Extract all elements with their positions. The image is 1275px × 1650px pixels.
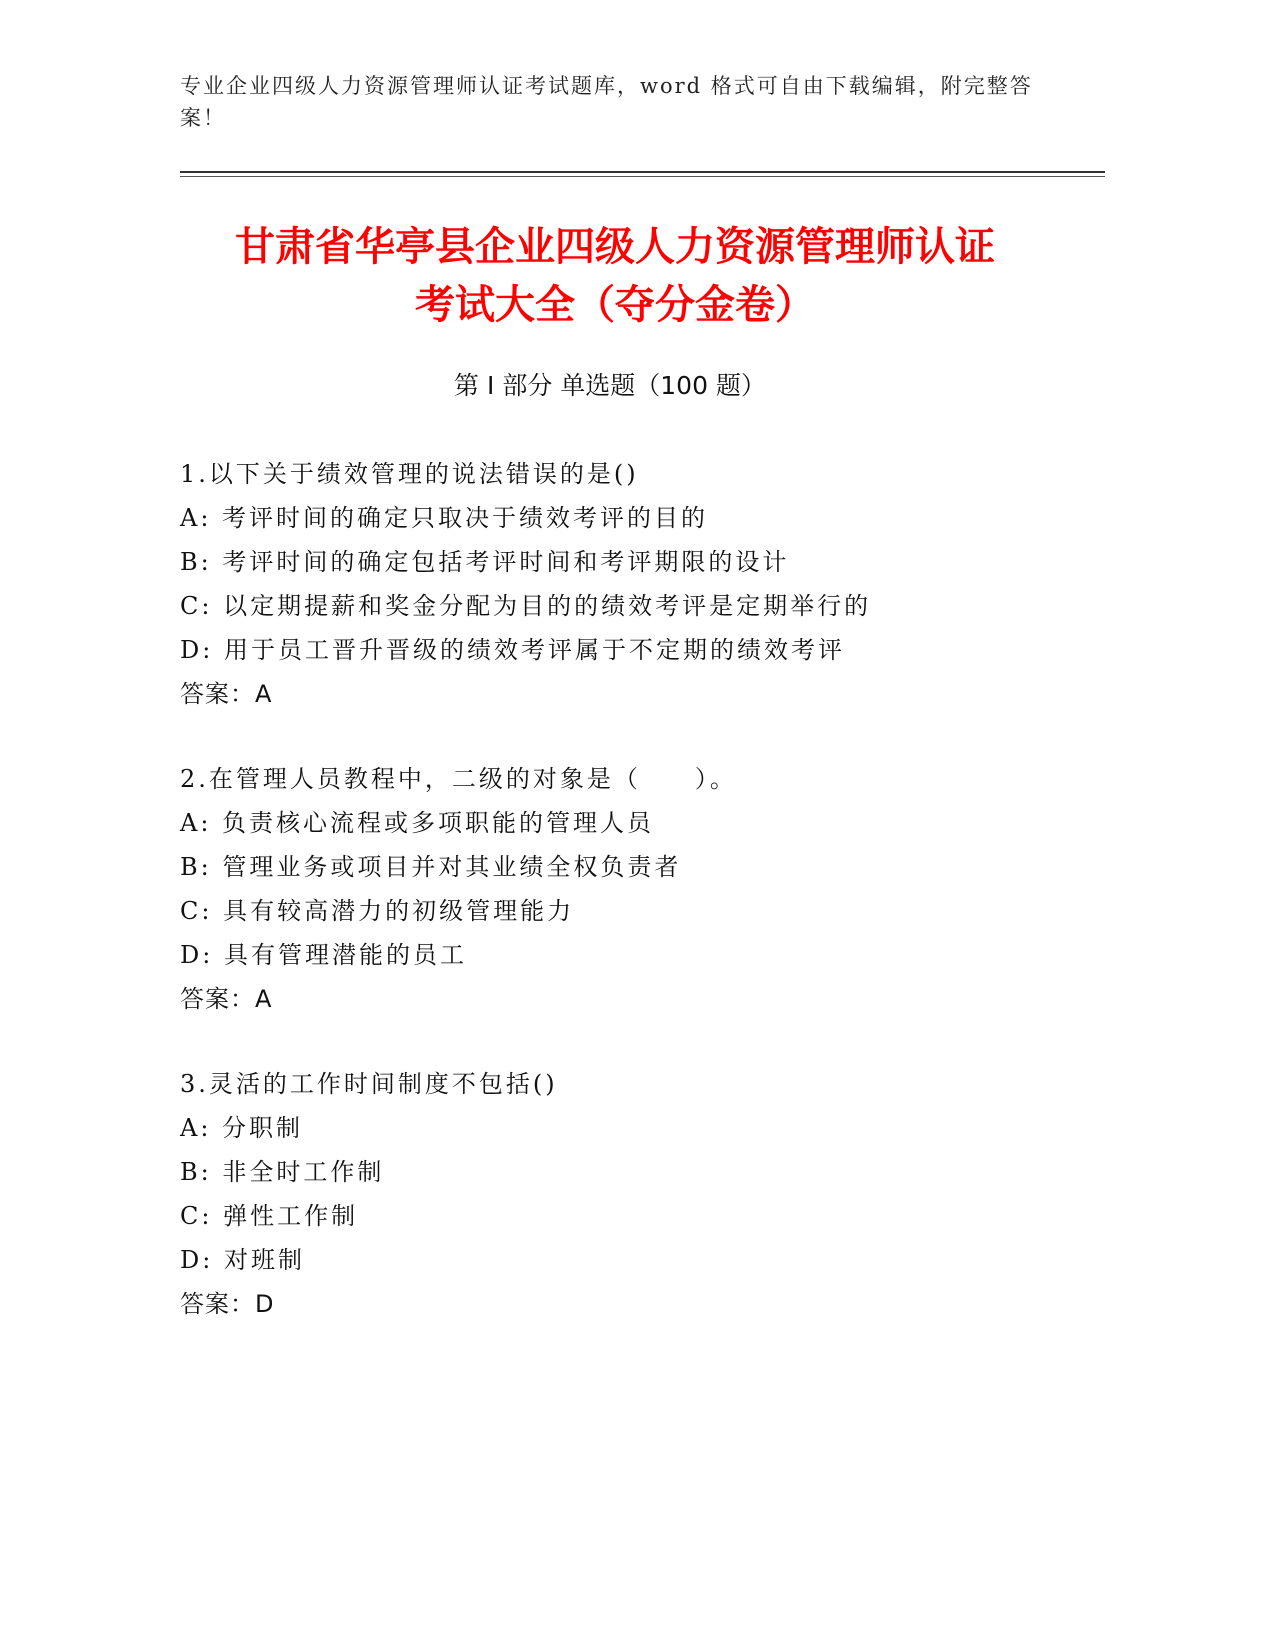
question-block	[180, 452, 1080, 716]
title-line-2: 考试大全（夺分金卷）	[415, 282, 815, 328]
option-a: A: 分职制	[180, 1114, 304, 1142]
header-note: 专业企业四级人力资源管理师认证考试题库，word 格式可自由下载编辑，附完整答案！	[180, 74, 1033, 130]
question-block	[180, 1062, 1080, 1326]
option-b: B: 考评时间的确定包括考评时间和考评期限的设计	[180, 548, 790, 576]
answer: 答案：D	[180, 1290, 275, 1318]
question-stem: 3.灵活的工作时间制度不包括()	[180, 1070, 558, 1098]
question-block	[180, 757, 1080, 1021]
question-stem: 2.在管理人员教程中，二级的对象是（ ）。	[180, 765, 737, 793]
header-divider-thick	[180, 171, 1105, 173]
option-b: B: 管理业务或项目并对其业绩全权负责者	[180, 853, 682, 881]
option-c: C: 具有较高潜力的初级管理能力	[180, 897, 575, 925]
answer: 答案：A	[180, 680, 273, 708]
header-divider-thin	[180, 176, 1105, 177]
question-stem: 1.以下关于绩效管理的说法错误的是()	[180, 460, 639, 488]
option-a: A: 负责核心流程或多项职能的管理人员	[180, 809, 655, 837]
option-c: C: 以定期提薪和奖金分配为目的的绩效考评是定期举行的	[180, 592, 872, 620]
option-d: D: 用于员工晋升晋级的绩效考评属于不定期的绩效考评	[180, 636, 845, 664]
option-a: A: 考评时间的确定只取决于绩效考评的目的	[180, 504, 709, 532]
title-line-1: 甘肃省华亭县企业四级人力资源管理师认证	[235, 224, 995, 270]
option-b: B: 非全时工作制	[180, 1158, 385, 1186]
option-d: D: 对班制	[180, 1246, 305, 1274]
section-title: 第 I 部分 单选题（100 题）	[454, 371, 766, 400]
document-title	[180, 218, 1050, 334]
option-d: D: 具有管理潜能的员工	[180, 941, 467, 969]
answer: 答案：A	[180, 985, 273, 1013]
option-c: C: 弹性工作制	[180, 1202, 359, 1230]
